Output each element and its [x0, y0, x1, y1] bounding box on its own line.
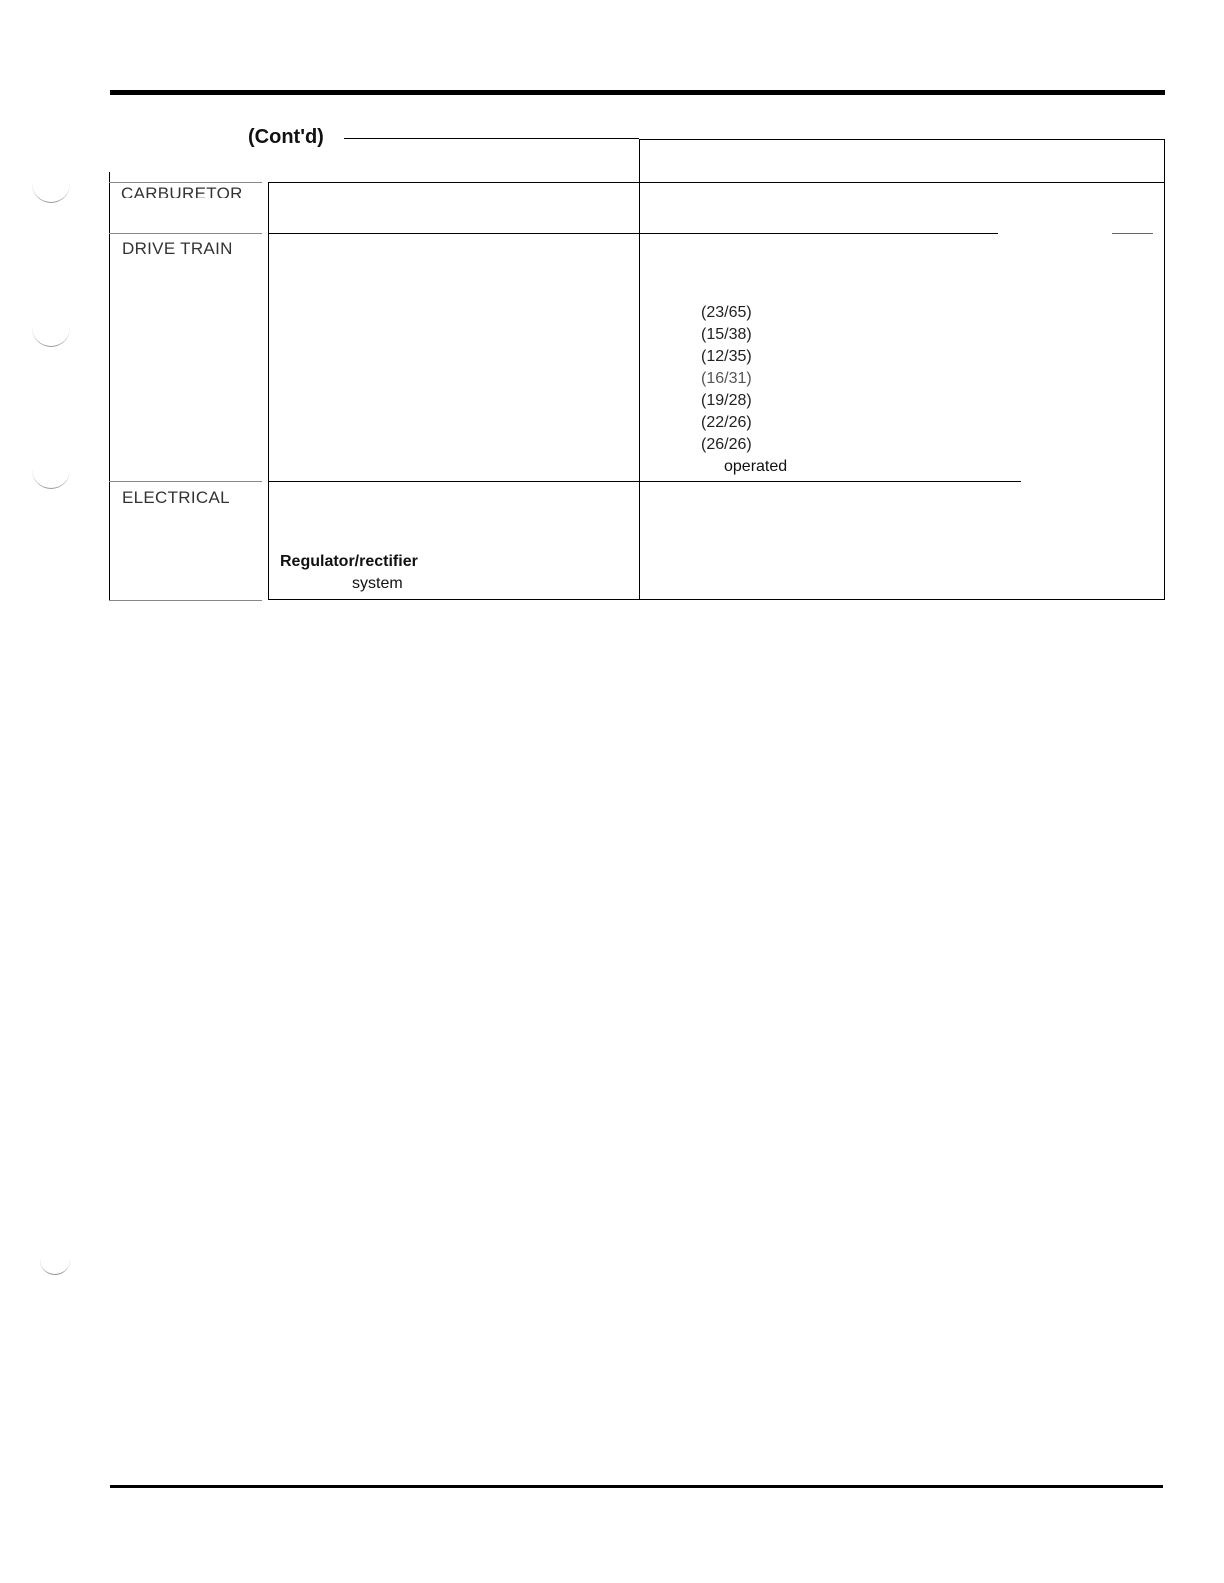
gear-ratio: (26/26): [701, 436, 752, 453]
section-label-carburetor-wrap: [121, 186, 261, 198]
section-label-carburetor: CARBURETOR: [121, 186, 243, 198]
table-rule: [268, 182, 269, 600]
footer-rule: [110, 1485, 1163, 1488]
table-rule: [1112, 233, 1153, 234]
punch-hole-mark: [32, 324, 70, 347]
punch-hole-mark: [40, 1252, 70, 1275]
table-rule: [109, 172, 110, 601]
title-rule: [344, 138, 639, 139]
gear-ratio: (23/65): [701, 304, 752, 321]
table-rule: [1164, 139, 1165, 600]
table-rule: [639, 139, 640, 600]
gear-ratio: (12/35): [701, 348, 752, 365]
table-rule: [639, 139, 1165, 140]
system-label: system: [352, 575, 403, 592]
table-rule: [109, 233, 262, 234]
section-label-drive-train: DRIVE TRAIN: [122, 239, 233, 258]
table-rule: [268, 481, 1021, 482]
table-rule: [109, 481, 262, 482]
table-rule: [268, 182, 1165, 183]
header-rule: [110, 90, 1165, 95]
punch-hole-mark: [32, 180, 70, 203]
page-title: (Cont'd): [248, 126, 324, 148]
gear-ratio: (16/31): [701, 370, 752, 387]
table-rule: [109, 600, 262, 601]
gear-ratio: (19/28): [701, 392, 752, 409]
table-rule: [268, 233, 998, 234]
regulator-rectifier-label: Regulator/rectifier: [280, 553, 418, 570]
section-label-electrical: ELECTRICAL: [122, 488, 230, 507]
gear-ratio: (15/38): [701, 326, 752, 343]
gear-ratio: (22/26): [701, 414, 752, 431]
table-rule: [109, 182, 262, 183]
operated-text: operated: [724, 458, 788, 475]
table-rule: [268, 599, 1165, 600]
punch-hole-mark: [32, 466, 70, 489]
